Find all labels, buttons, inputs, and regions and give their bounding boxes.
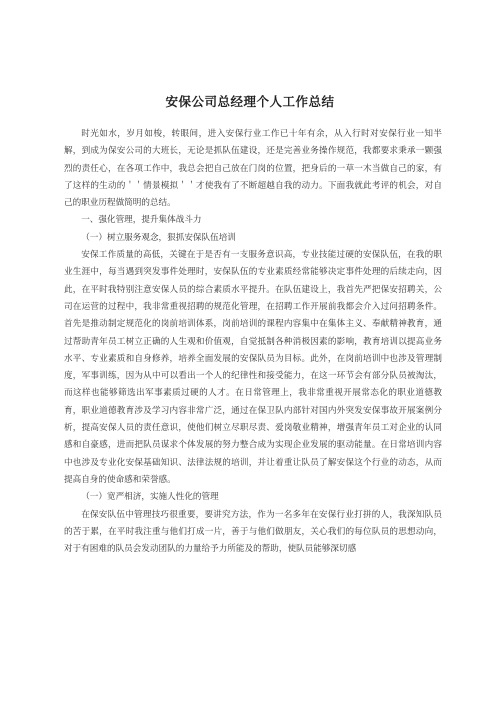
section-heading-1: 一、强化管理，提升集体战斗力 — [81, 215, 202, 226]
document-title: 安保公司总经理个人工作总结 — [165, 94, 335, 109]
paragraph-intro: 时光如水，岁月如梭，转眼间，进入安保行业工作已十年有余，从入行时对安保行业一知半解，到成为保安公司的大班长，无论是抓队伍建设，还是完善业务操作规范，我都要求秉承一颗强烈的责任心，在各项工作中，我总会把自己放在门岗的位置，把身后的一草一木当做自己的家，有了这样的生动的＇＇情景模拟＇＇才使我有了不断超越自我的动力。下面我就此考评的机会，对自己的职业历程做简明的总结。 — [64, 129, 442, 209]
subsection-heading-2: （一）宽严相济，实施人性化的管理 — [81, 492, 219, 503]
paragraph-management: 在保安队伍中管理技巧很重要，要讲究方法，作为一名多年在安保行业打拼的人，我深知队员的苦于累，在平时我注重与他们打成一片，善于与他们做朋友，关心我们的每位队员的思想动向，对于有困难的队员会发动团队的力量给予力所能及的帮助，使队员能够深切感 — [64, 509, 442, 555]
paragraph-training: 安保工作质量的高低，关键在于是否有一支服务意识高，专业技能过硬的安保队伍，在我的职业生涯中，每当遇到突发事件处理时，安保队伍的专业素质经常能够决定事件处理的后续走向，因此，在平时我特别注意安保人员的综合素质水平提升。在队伍建设上，我首先严把保安招聘关，公司在运营的过程中，我非常重视招聘的规范化管理，在招聘工作开展前我都会介入过问招聘条件。首先是推动制定规范化的岗前培训体系，岗前培训的课程内容集中在集体主义、奉献精神教育，通过帮助青年员工树立正确的人生观和价值观，自觉抵制各种消极因素的影响，教育培训以提高业务水平、专业素质和自身修养，培养全面发展的安保队员为目标。此外，在岗前培训中也涉及管理制度，军事训练，因为从中可以看出一个人的纪律性和接受能力，在这一环节会有部分队员被淘汰，而这样也能够筛选出军事素质过硬的人才。在日常管理上，我非常重视开展常态化的职业道德教育，职业道德教育涉及学习内容非常广泛，通过在保卫队内部针对国内外突发安保事故开展案例分析，提高安保人员的责任意识，使他们树立尽职尽责、爱岗敬业精神，增强青年员工对企业的认同感和自豪感，进而把队员谋求个体发展的努力整合成为实现企业发展的驱动能量。在日常培训内容中也涉及专业化安保基础知识、法律法规的培训，并让着重让队员了解安保这个行业的动态，从而提高自身的使命感和荣誉感。 — [64, 250, 442, 485]
document-body — [64, 126, 442, 558]
subsection-heading-1: （一）树立服务观念，狠抓安保队伍培训 — [81, 232, 236, 243]
